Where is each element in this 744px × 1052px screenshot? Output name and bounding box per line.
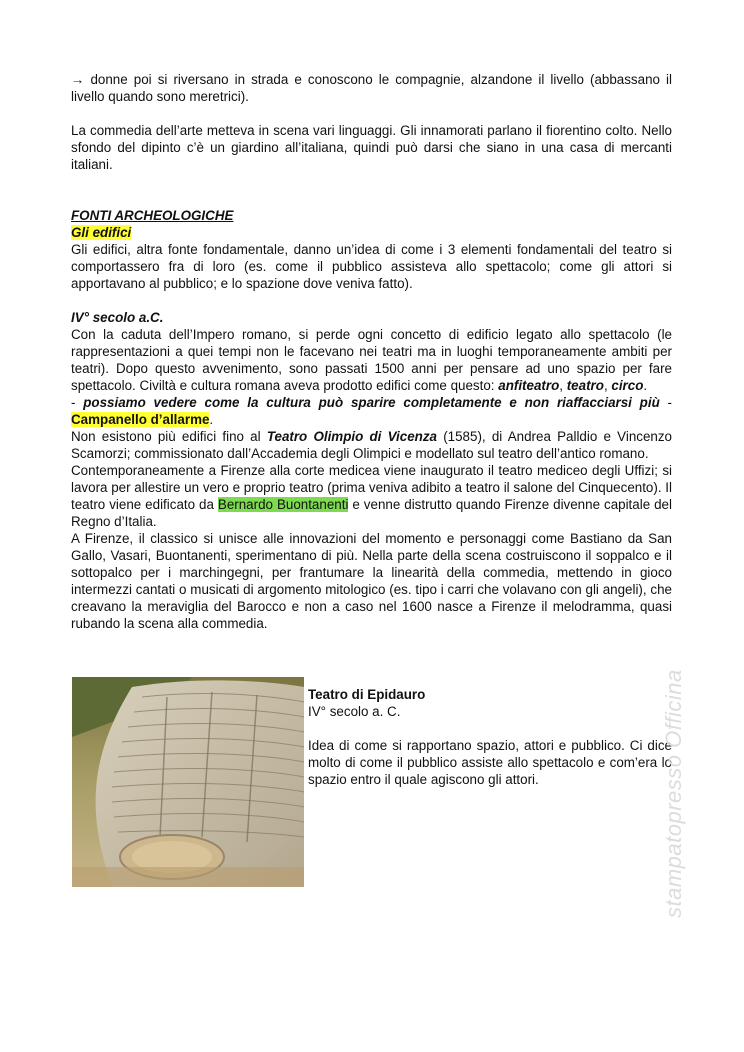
paragraph-florence: A Firenze, il classico si unisce alle innovazioni del momento e personaggi come Bastiano da San Gallo, Vasari, Buontanenti, sperimentano di più. Nella parte della scena costruiscono il soppalco e il sottopalco per i marchingegni, per frantumare la linearità della commedia, mettendo in gioco intermezzi cantati o musicati di argomento mitologico (es. tipo i carri che volavano con gli angeli), che creavano la meraviglia del Barocco e non a caso nel 1600 nasce a Firenze il melodramma, quasi rubando la scena alla commedia. [71, 531, 672, 631]
paragraph-commedia: La commedia dell’arte metteva in scena vari linguaggi. Gli innamorati parlano il fiorentino colto. Nello sfondo del dipinto c’è un giardino all’italiana, quindi può darsi che siano in una casa di mercanti italiani. [71, 123, 672, 172]
watermark-text: stampatopresso Officina [661, 669, 686, 918]
figure-description: Idea di come si rapportano spazio, attori e pubblico. Ci dice molto di come il pubblico assiste allo spettacolo e com’era lo spazio entro il quale agiscono gli attori. [308, 738, 672, 787]
century-heading: IV° secolo a.C. [71, 310, 164, 325]
document-body [71, 71, 672, 632]
figure-subtitle: IV° secolo a. C. [308, 704, 401, 719]
highlight-alarm: Campanello d’allarme [71, 412, 210, 427]
paragraph-women: → donne poi si riversano in strada e conoscono le compagnie, alzandone il livello (abbassano il livello quando sono meretrici). [71, 72, 672, 104]
paragraph-alarm: - possiamo vedere come la cultura può sparire completamente e non riaffacciarsi più - Campanello d’allarme. [71, 395, 673, 427]
figure-caption [308, 686, 672, 788]
epidaurus-photo [72, 677, 304, 887]
paragraph-olimpico: Non esistono più edifici fino al Teatro Olimpio di Vicenza (1585), di Andrea Palldio e Vincenzo Scamorzi; commissionato dall’Accademia degli Olimpici e modellato sul teatro dell’antico romano. [71, 429, 673, 461]
paragraph-buildings: Gli edifici, altra fonte fondamentale, danno un’idea di come i 3 elementi fondamentali del teatro si comportassero fra di loro (es. come il pubblico assisteva allo spettacolo; come gli attori si apportavano al pubblico; e lo spazione dove veniva fatto). [71, 242, 672, 291]
paragraph-roman-empire: Con la caduta dell’Impero romano, si perde ogni concetto di edificio legato allo spettacolo (le rappresentazioni a quei tempi non le facevano nei teatri ma in luoghi temporaneamente ambiti per teatri). Dopo questo avvenimento, sono passati 1500 anni per pensare ad uno spazio per fare spettacolo. Civiltà e cultura romana aveva prodotto edifici come questo: anfiteatro, teatro, circo. [71, 327, 672, 393]
subheading-buildings: Gli edifici [71, 225, 132, 240]
figure-title: Teatro di Epidauro [308, 687, 426, 702]
highlight-buontalenti: Bernardo Buontanenti [217, 497, 349, 512]
paragraph-medici: Contemporaneamente a Firenze alla corte medicea viene inaugurato il teatro mediceo degli Uffizi; si lavora per allestire un vero e proprio teatro (prima veniva adibito a teatro il salone del Cinquecento). Il teatro viene edificato da Bernardo Buontanenti e venne distrutto quando Firenze divenne capitale del Regno d’Italia. [71, 463, 672, 529]
section-heading: FONTI ARCHEOLOGICHE [71, 208, 234, 223]
